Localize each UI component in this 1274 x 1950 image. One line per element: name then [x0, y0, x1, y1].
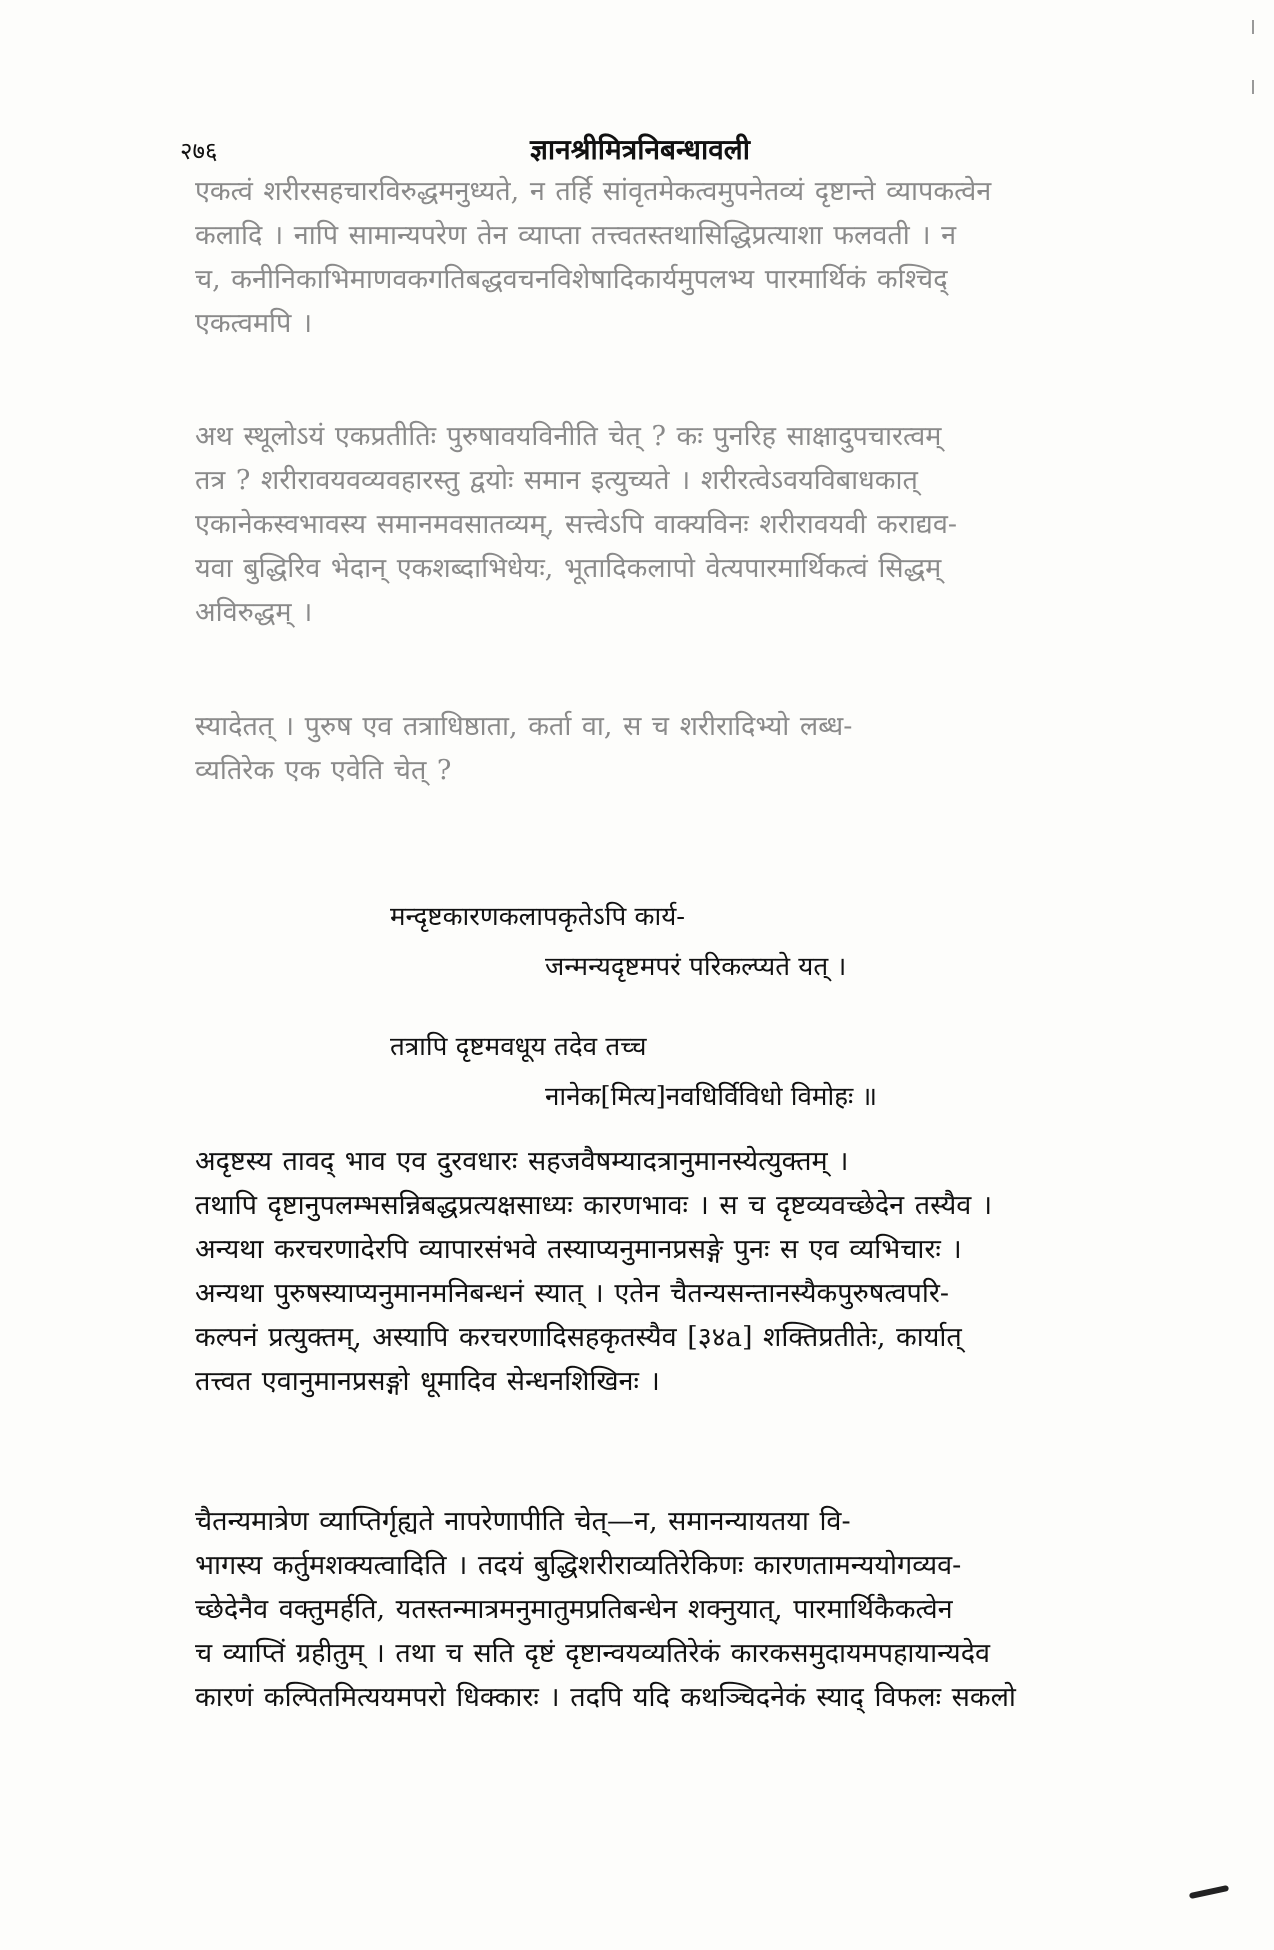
text-line: तथापि दृष्टानुपलम्भसन्निबद्धप्रत्यक्षसाध्यः कारणभावः । स च दृष्टव्यवच्छेदेन तस्यैव । [195, 1190, 993, 1221]
paragraph-3 [195, 705, 1115, 793]
paragraph-5 [195, 1500, 1115, 1720]
text-line: एकत्वं शरीरसहचारविरुद्धमनुध्यते, न तर्हि सांवृतमेकत्वमुपनेतव्यं दृष्टान्ते व्यापकत्वेन [195, 176, 992, 207]
text-line: स्यादेतत् । पुरुष एव तत्राधिष्ठाता, कर्ता वा, स च शरीरादिभ्यो लब्ध- [195, 711, 853, 742]
page-header [170, 130, 1130, 170]
text-line: च, कनीनिकाभिमाणवकगतिबद्धवचनविशेषादिकार्यमुपलभ्य पारमार्थिकं कश्चिद् [195, 264, 948, 295]
text-line: च व्याप्तिं ग्रहीतुम् । तथा च सति दृष्टं दृष्टान्वयव्यतिरेकं कारकसमुदायमपहायान्यदेव [195, 1638, 991, 1669]
text-line: भागस्य कर्तुमशक्यत्वादिति । तदयं बुद्धिशरीराव्यतिरेकिणः कारणतामन्ययोगव्यव- [195, 1550, 962, 1581]
paragraph-4 [195, 1140, 1115, 1404]
text-line: कल्पनं प्रत्युक्तम्, अस्यापि करचरणादिसहकृतस्यैव [३४a] शक्तिप्रतीतेः, कार्यात् [195, 1322, 962, 1353]
text-line: तत्र ? शरीरावयवव्यवहारस्तु द्वयोः समान इत्युच्यते । शरीरत्वेऽवयविबाधकात् [195, 465, 918, 496]
text-line: अन्यथा करचरणादेरपि व्यापारसंभवे तस्याप्यनुमानप्रसङ्गे पुनः स एव व्यभिचारः । [195, 1234, 962, 1265]
text-line: कारणं कल्पितमित्ययमपरो धिक्कारः । तदपि यदि कथञ्चिदनेकं स्याद् विफलः सकलो [195, 1682, 1016, 1713]
text-line: यवा बुद्धिरिव भेदान् एकशब्दाभिधेयः, भूतादिकलापो वेत्यपारमार्थिकत्वं सिद्धम् [195, 553, 942, 584]
verse-line: जन्मन्यदृष्टमपरं परिकल्प्यते यत् । [545, 952, 847, 982]
running-title: ज्ञानश्रीमित्रनिबन्धावली [529, 133, 751, 166]
verse-line: मन्दृष्टकारणकलापकृतेऽपि कार्य- [390, 902, 686, 932]
paragraph-2 [195, 415, 1115, 635]
paragraph-1 [195, 170, 1115, 346]
scan-edge-mark [1252, 20, 1254, 34]
text-line: चैतन्यमात्रेण व्याप्तिर्गृह्यते नापरेणापीति चेत्—न, समानन्यायतया वि- [195, 1506, 851, 1537]
text-line: व्यतिरेक एक एवेति चेत् ? [195, 755, 452, 786]
verse-line: तत्रापि दृष्टमवधूय तदेव तच्च [390, 1032, 647, 1062]
text-line: अविरुद्धम् । [195, 597, 313, 628]
text-line: अथ स्थूलोऽयं एकप्रतीतिः पुरुषावयविनीति चेत् ? कः पुनरिह साक्षादुपचारत्वम् [195, 421, 942, 452]
page-number: २७६ [180, 137, 218, 165]
text-line: एकानेकस्वभावस्य समानमवसातव्यम्, सत्त्वेऽपि वाक्यविनः शरीरावयवी कराद्यव- [195, 509, 957, 540]
text-line: अन्यथा पुरुषस्याप्यनुमानमनिबन्धनं स्यात् । एतेन चैतन्यसन्तानस्यैकपुरुषत्वपरि- [195, 1278, 949, 1309]
scan-edge-mark [1252, 80, 1254, 94]
text-line: कलादि । नापि सामान्यपरेण तेन व्याप्ता तत्त्वतस्तथासिद्धिप्रत्याशा फलवती । न [195, 220, 957, 251]
verse-line: नानेक[मित्य]नवधिर्विविधो विमोहः ॥ [545, 1082, 878, 1112]
text-line: च्छेदेनैव वक्तुमर्हति, यतस्तन्मात्रमनुमातुमप्रतिबन्धेन शक्नुयात्, पारमार्थिकैकत्वेन [195, 1594, 953, 1625]
text-line: तत्त्वत एवानुमानप्रसङ्गो धूमादिव सेन्धनशिखिनः । [195, 1366, 660, 1397]
scan-pen-mark [1189, 1885, 1229, 1899]
text-line: एकत्वमपि । [195, 308, 313, 339]
text-line: अदृष्टस्य तावद् भाव एव दुरवधारः सहजवैषम्यादत्रानुमानस्येत्युक्तम् । [195, 1146, 849, 1177]
